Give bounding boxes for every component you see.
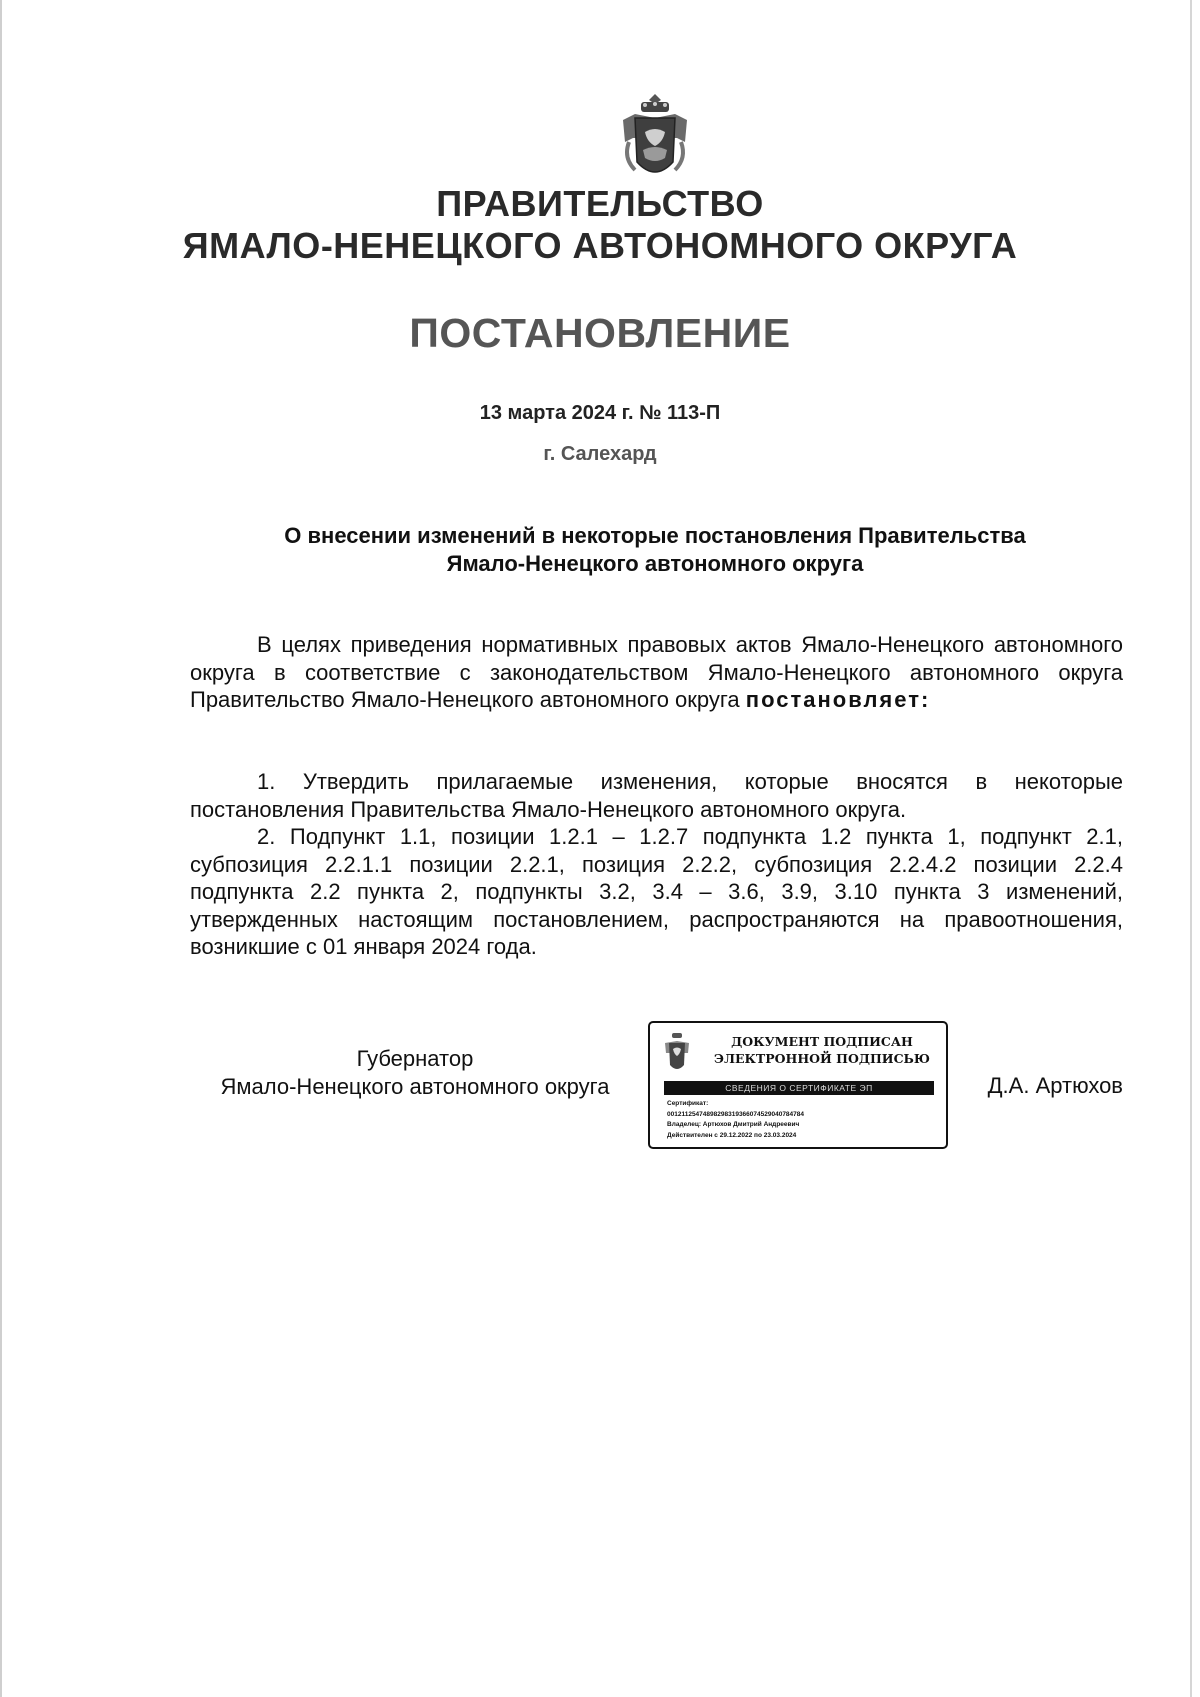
subject-line-1: О внесении изменений в некоторые постановления Правительства bbox=[284, 523, 1026, 548]
signatory-name: Д.А. Артюхов bbox=[987, 1073, 1123, 1098]
document-date-number: 13 марта 2024 г. № 113-П bbox=[479, 402, 721, 424]
decree-item-2: 2. Подпункт 1.1, позиции 1.2.1 – 1.2.7 подпункта 1.2 пункта 1, подпункт 2.1, субпозиция 2.2.1.1 позиции 2.2.1, позиция 2.2.2, субпозиция 2.2.4.2 позиции 2.2.4 подпункта 2.2 пункта 2, подпункты 3.2, 3.4 – 3.6, 3.9, 3.10 пункта 3 изменений, утвержденных настоящим постановлением, распространяются на правоотношения, возникшие с 01 января 2024 года. bbox=[190, 824, 1123, 959]
stamp-owner: Владелец: Артюхов Дмитрий Андреевич bbox=[667, 1121, 800, 1128]
government-name-line-1: ПРАВИТЕЛЬСТВО bbox=[436, 183, 764, 224]
subject-line-2: Ямало-Ненецкого автономного округа bbox=[446, 551, 864, 576]
stamp-certificate-number: 00121125474898298319366074529040784784 bbox=[667, 1110, 805, 1118]
signatory-title-line-2: Ямало-Ненецкого автономного округа bbox=[220, 1074, 610, 1099]
stamp-validity: Действителен с 29.12.2022 по 23.03.2024 bbox=[667, 1131, 797, 1139]
preamble-paragraph bbox=[190, 631, 1123, 714]
decree-item-1: 1. Утвердить прилагаемые изменения, которые вносятся в некоторые постановления Правительства Ямало-Ненецкого автономного округа. bbox=[190, 769, 1123, 822]
decree-items bbox=[190, 768, 1123, 961]
signatory-title-line-1: Губернатор bbox=[356, 1046, 474, 1071]
document-subject bbox=[190, 522, 1120, 578]
document-city: г. Салехард bbox=[543, 443, 657, 465]
electronic-signature-stamp bbox=[648, 1021, 948, 1149]
decree-word: постановляет: bbox=[745, 687, 931, 712]
signatory-title bbox=[190, 1045, 640, 1101]
preamble-block bbox=[190, 631, 1123, 714]
coat-of-arms-icon bbox=[615, 92, 695, 184]
government-name-line-2: ЯМАЛО-НЕНЕЦКОГО АВТОНОМНОГО ОКРУГА bbox=[182, 225, 1018, 266]
preamble-text: В целях приведения нормативных правовых актов Ямало-Ненецкого автономного округа в соответствие с законодательством Ямало-Ненецкого автономного округа Правительство Ямало-Ненецкого автономного округа bbox=[190, 632, 1123, 712]
stamp-certificate-details bbox=[667, 1099, 937, 1141]
document-type: ПОСТАНОВЛЕНИЕ bbox=[409, 310, 791, 356]
stamp-coat-of-arms-icon bbox=[662, 1031, 692, 1075]
stamp-certificate-label: Сертификат: bbox=[667, 1100, 709, 1107]
stamp-title bbox=[706, 1033, 938, 1067]
stamp-title-line-1: ДОКУМЕНТ ПОДПИСАН bbox=[731, 1034, 913, 1049]
stamp-title-line-2: ЭЛЕКТРОННОЙ ПОДПИСЬЮ bbox=[714, 1051, 930, 1066]
stamp-info-bar: СВЕДЕНИЯ О СЕРТИФИКАТЕ ЭП bbox=[664, 1081, 934, 1095]
